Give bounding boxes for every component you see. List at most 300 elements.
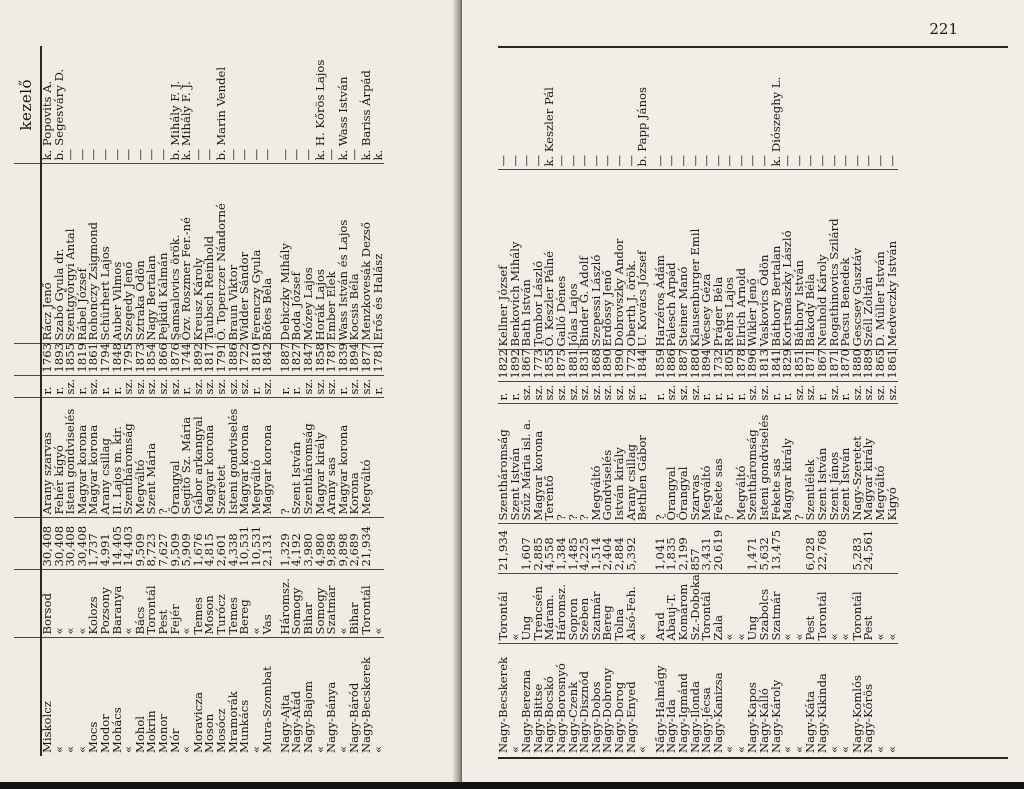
left-table-area xyxy=(14,46,444,756)
table-cell: Sz.-Doboka xyxy=(690,574,702,644)
table-cell: Kolozs xyxy=(88,570,100,638)
table-cell: 1858 xyxy=(315,344,327,376)
table-cell: Szeretet xyxy=(216,398,228,518)
table-cell: sz. xyxy=(678,382,690,404)
table-cell: 4,192 xyxy=(291,518,303,570)
table-cell: sz. xyxy=(690,382,702,404)
table-cell: « xyxy=(181,570,193,638)
table-cell: Nagy-Igmánd xyxy=(675,673,690,753)
table-cell: Megváltó xyxy=(875,404,887,524)
table-cell: « xyxy=(510,574,522,644)
table-cell: Pest xyxy=(158,570,170,638)
table-cell: Nagy-Báród xyxy=(347,682,362,753)
table-cell: r. xyxy=(181,376,193,398)
table-cell: — xyxy=(840,50,852,170)
table-cell: « xyxy=(884,745,899,753)
table-cell: 1791 xyxy=(216,344,228,376)
table-cell: Nagy-Kanizsa xyxy=(710,672,725,753)
table-cell: 2,404 xyxy=(602,524,614,574)
table-cell: « xyxy=(791,745,806,753)
table-cell: Bihar xyxy=(303,570,315,638)
table-cell: Isteni gondviselés xyxy=(759,404,771,524)
table-cell: r. xyxy=(817,382,829,404)
table-cell: Nagy-Kálló xyxy=(757,688,772,753)
table-cell: 1873 xyxy=(135,344,147,376)
table-cell: « xyxy=(121,745,136,753)
table-cell: 14,403 xyxy=(123,518,135,570)
table-cell: 1876 xyxy=(170,344,182,376)
table-cell: 1805 xyxy=(724,350,736,382)
table-cell: Szatmár xyxy=(326,570,338,638)
table-cell: Alsó-Feh. xyxy=(626,574,638,644)
table-cell: 1819 xyxy=(77,344,89,376)
table-cell: r. xyxy=(840,382,852,404)
table-cell xyxy=(724,524,736,574)
table-cell: Őrangyal xyxy=(170,398,182,518)
table-cell: Borsod xyxy=(41,570,54,638)
table-cell: Arany csillag xyxy=(100,398,112,518)
table-cell: Torontál xyxy=(498,574,510,644)
table-cell: « xyxy=(736,574,748,644)
table-cell: Megváltó xyxy=(251,398,263,518)
table-cell: Bereg xyxy=(239,570,251,638)
table-cell: Abauj-T. xyxy=(666,574,678,644)
table-cell: 4,338 xyxy=(228,518,240,570)
table-cell: Fejér xyxy=(170,570,182,638)
right-table xyxy=(498,50,898,756)
table-cell: Rohonczy Zsigmond xyxy=(88,164,100,344)
table-cell: sz. xyxy=(65,376,77,398)
table-cell: r. xyxy=(100,376,112,398)
table-cell: Isteni gondviselés xyxy=(228,398,240,518)
table-cell: Nagy-Disznód xyxy=(577,671,592,753)
table-cell: 1,485 xyxy=(568,524,580,574)
table-cell: Arad xyxy=(655,574,667,644)
table-cell: k. Diószeghy L. xyxy=(771,50,783,170)
table-cell: « xyxy=(637,574,649,644)
table-cell: k. xyxy=(373,46,385,164)
column-header xyxy=(14,398,41,518)
table-cell: — xyxy=(701,50,713,170)
table-cell: Magyar korona xyxy=(204,398,216,518)
table-cell: sz. xyxy=(568,382,580,404)
table-cell xyxy=(782,524,794,574)
table-cell: « xyxy=(251,570,263,638)
table-cell: Tombor László xyxy=(533,170,545,350)
table-cell: sz. xyxy=(591,382,603,404)
table-cell: Baranya xyxy=(112,570,124,638)
table-cell: 1763 xyxy=(41,344,54,376)
table-cell: sz. xyxy=(228,376,240,398)
table-cell: 4,815 xyxy=(204,518,216,570)
table-cell: Őrangyal xyxy=(666,404,678,524)
table-cell: 1859 xyxy=(655,350,667,382)
table-cell: b. Segesváry D. xyxy=(54,46,66,164)
table-cell: « xyxy=(840,574,852,644)
table-cell: Mór xyxy=(167,728,182,753)
table-cell: Modor xyxy=(97,714,112,753)
left-table xyxy=(14,46,384,756)
table-cell: 20,619 xyxy=(713,524,725,574)
table-cell: Galló Dénes xyxy=(556,170,568,350)
table-cell: 1866 xyxy=(158,344,170,376)
table-cell: « xyxy=(77,570,89,638)
table-cell: b. Papp János xyxy=(637,50,649,170)
table-cell: 8,723 xyxy=(146,518,158,570)
table-cell: 1881 xyxy=(568,350,580,382)
table-cell: 4,991 xyxy=(100,518,112,570)
table-cell: U. Kovács József xyxy=(637,170,649,350)
table-cell: 3,431 xyxy=(701,524,713,574)
table-cell: sz. xyxy=(875,382,887,404)
table-cell: Báthory Bertalan xyxy=(771,170,783,350)
table-cell: 1880 xyxy=(852,350,864,382)
table-cell: k. Bariss Árpád xyxy=(361,46,373,164)
table-cell: 1744 xyxy=(181,344,193,376)
table-cell: Nagy-Komlós xyxy=(849,675,864,753)
table-cell: 4,558 xyxy=(544,524,556,574)
table-cell: « xyxy=(887,574,899,644)
table-cell: sz. xyxy=(315,376,327,398)
table-cell: Szatmár xyxy=(591,574,603,644)
table-cell: 1870 xyxy=(840,350,852,382)
table-cell: 1890 xyxy=(602,350,614,382)
table-cell: Özv. Roszmer Fer.-né xyxy=(181,164,193,344)
right-page xyxy=(462,0,1024,789)
table-cell: « xyxy=(875,574,887,644)
table-cell: r. xyxy=(338,376,350,398)
table-cell xyxy=(887,524,899,574)
table-row xyxy=(887,50,899,756)
table-cell: Nagy-Berezna xyxy=(519,669,534,753)
table-cell: 9,509 xyxy=(135,518,147,570)
table-cell: 1773 xyxy=(533,350,545,382)
table-cell: — xyxy=(251,46,263,164)
table-cell: 6,028 xyxy=(805,524,817,574)
table-cell: sz. xyxy=(88,376,100,398)
table-cell: ? xyxy=(655,404,667,524)
table-cell: 21,934 xyxy=(498,524,510,574)
table-cell: 1855 xyxy=(544,350,556,382)
table-cell: Szentháromság xyxy=(498,404,510,524)
table-cell: — xyxy=(759,50,771,170)
table-cell: Fekete sas xyxy=(713,404,725,524)
table-cell: 1,514 xyxy=(591,524,603,574)
table-cell: r. xyxy=(498,382,510,404)
table-cell: r. xyxy=(77,376,89,398)
table-cell: Rogathinovics Szilárd xyxy=(829,170,841,350)
table-cell: Magyar korona xyxy=(338,398,350,518)
table-cell: 5,283 xyxy=(852,524,864,574)
table-cell: Erdőssy Jenő xyxy=(602,170,614,350)
table-cell: Medveczky István xyxy=(887,170,899,350)
table-cell: Rácz Jenő xyxy=(41,164,54,344)
table-cell: 2,199 xyxy=(678,524,690,574)
table-cell: 1894 xyxy=(349,344,361,376)
table-cell: — xyxy=(655,50,667,170)
table-cell: Megváltó xyxy=(701,404,713,524)
table-cell: 1,384 xyxy=(556,524,568,574)
table-row xyxy=(637,50,649,756)
table-cell: Elrich Arnold xyxy=(736,170,748,350)
table-cell: sz. xyxy=(805,382,817,404)
table-cell: Magyar korona xyxy=(239,398,251,518)
table-cell: Somogy xyxy=(315,570,327,638)
table-cell: r. xyxy=(291,376,303,398)
table-cell xyxy=(875,524,887,574)
left-page xyxy=(0,0,462,789)
table-cell: 1,471 xyxy=(747,524,759,574)
table-cell: — xyxy=(146,46,158,164)
table-cell: r. xyxy=(637,382,649,404)
table-cell: 3,980 xyxy=(303,518,315,570)
table-cell: 1893 xyxy=(54,344,66,376)
table-cell: Práger Béla xyxy=(713,170,725,350)
table-cell: — xyxy=(349,46,361,164)
table-cell: sz. xyxy=(747,382,759,404)
table-cell: 1,329 xyxy=(280,518,292,570)
table-cell: 1889 xyxy=(863,350,875,382)
table-cell: 30,408 xyxy=(41,518,54,570)
table-cell: ? xyxy=(568,404,580,524)
table-cell: k. Keszler Pál xyxy=(544,50,556,170)
table-cell: 2,689 xyxy=(349,518,361,570)
table-cell: sz. xyxy=(759,382,771,404)
table-cell: 1880 xyxy=(690,350,702,382)
table-cell: Fekete sas xyxy=(771,404,783,524)
table-cell: r. xyxy=(713,382,725,404)
table-cell: Somogy xyxy=(291,570,303,638)
table-cell: Nagy-Kőrös xyxy=(861,683,876,753)
table-cell: Nagy-Kikinda xyxy=(815,673,830,753)
table-cell: Szent Mária xyxy=(146,398,158,518)
bottom-rule xyxy=(498,757,1008,759)
table-cell: Kreusz Károly xyxy=(193,164,205,344)
table-cell: Magyar korona xyxy=(262,398,274,518)
table-cell: Munkács xyxy=(237,699,252,753)
table-cell: 9,898 xyxy=(338,518,350,570)
table-cell: « xyxy=(873,745,887,753)
table-cell: Trencsén xyxy=(533,574,545,644)
table-cell: Moson xyxy=(204,570,216,638)
table-cell: — xyxy=(88,46,100,164)
table-cell: 1847 xyxy=(303,344,315,376)
table-cell: 1841 xyxy=(771,350,783,382)
table-cell: Temes xyxy=(193,570,205,638)
table-cell: Megváltó xyxy=(135,398,147,518)
table-cell: 1794 xyxy=(100,344,112,376)
table-cell: Bihar xyxy=(349,570,361,638)
table-cell: Torontál xyxy=(817,574,829,644)
table-cell: 2,884 xyxy=(614,524,626,574)
table-cell: Isteni gondviselés xyxy=(65,398,77,518)
table-cell: Mocs xyxy=(86,721,101,753)
table-cell: ? xyxy=(280,398,292,518)
table-cell: Na̋gy-Halmágy xyxy=(652,665,667,753)
table-cell: 2,885 xyxy=(533,524,545,574)
table-cell: 1861 xyxy=(88,344,100,376)
table-cell: 1842 xyxy=(262,344,274,376)
table-cell: Pest xyxy=(863,574,875,644)
table-cell: Nagy-Czenk xyxy=(565,681,580,753)
table-cell: Ung xyxy=(747,574,759,644)
table-cell: 1892 xyxy=(193,344,205,376)
table-cell: Binder G. Adolf xyxy=(579,170,591,350)
table-cell: « xyxy=(312,745,327,753)
table-cell: « xyxy=(794,574,806,644)
table-cell: ? xyxy=(556,404,568,524)
table-cell: Nagy-Dorog xyxy=(611,681,626,753)
table-cell: sz. xyxy=(204,376,216,398)
column-header xyxy=(14,376,41,398)
table-cell: — xyxy=(591,50,603,170)
table-cell: sz. xyxy=(556,382,568,404)
table-cell: 1795 xyxy=(123,344,135,376)
table-cell: 1,835 xyxy=(666,524,678,574)
table-cell: 1851 xyxy=(794,350,806,382)
table-cell: 10,531 xyxy=(239,518,251,570)
table-cell: 1848 xyxy=(112,344,124,376)
right-table-area xyxy=(498,50,1008,756)
table-cell: sz. xyxy=(135,376,147,398)
table-cell: 1868 xyxy=(591,350,603,382)
table-cell: r. xyxy=(280,376,292,398)
table-cell: Bath István xyxy=(521,170,533,350)
table-cell: 1886 xyxy=(666,350,678,382)
table-cell: — xyxy=(805,50,817,170)
table-cell: « xyxy=(123,570,135,638)
column-header xyxy=(14,164,41,344)
table-cell: 10,531 xyxy=(251,518,263,570)
table-cell: Steiner Manó xyxy=(678,170,690,350)
table-cell: Szent István xyxy=(817,404,829,524)
table-cell: b. Mihály F. J. xyxy=(170,46,182,164)
table-cell: sz. xyxy=(602,382,614,404)
table-cell: ? xyxy=(579,404,591,524)
table-cell: — xyxy=(863,50,875,170)
table-cell: 1827 xyxy=(291,344,303,376)
table-cell: « xyxy=(65,570,77,638)
table-cell: — xyxy=(747,50,759,170)
table-cell: Nagy-Szeretet xyxy=(852,404,864,524)
table-cell: Nagy-Dobrony xyxy=(600,667,615,753)
table-cell: Harzéros Ádám xyxy=(655,170,667,350)
table-cell: Pejkidi Kálmán xyxy=(158,164,170,344)
table-cell: « xyxy=(335,745,350,753)
table-cell: r. xyxy=(736,382,748,404)
table-cell: — xyxy=(602,50,614,170)
table-cell: Tolna xyxy=(614,574,626,644)
table-row xyxy=(262,46,274,756)
table-cell: Moson xyxy=(202,713,217,753)
page-number: 221 xyxy=(929,20,958,38)
table-cell: sz. xyxy=(626,382,638,404)
table-cell: — xyxy=(678,50,690,170)
table-cell: r. xyxy=(724,382,736,404)
table-cell: 30,408 xyxy=(77,518,89,570)
table-cell: b. Marin Vendel xyxy=(216,46,228,164)
table-cell: Kocsis Béla xyxy=(349,164,361,344)
table-cell: ? xyxy=(794,404,806,524)
table-cell: 1871 xyxy=(805,350,817,382)
table-cell: Erős és Halász xyxy=(373,164,385,344)
table-cell: r. xyxy=(373,376,385,398)
table-cell: Nagy Bertalan xyxy=(146,164,158,344)
table-cell: sz. xyxy=(579,382,591,404)
table-cell: 24,561 xyxy=(863,524,875,574)
table-cell: Nagy-Káta xyxy=(803,690,818,753)
table-cell xyxy=(373,518,385,570)
table-cell: 1817 xyxy=(204,344,216,376)
table-cell: Pest xyxy=(805,574,817,644)
table-cell: Mózey Lajos xyxy=(303,164,315,344)
table-cell: Magyar király xyxy=(782,404,794,524)
table-cell: Zala xyxy=(713,574,725,644)
table-cell: Debiczky Mihály xyxy=(280,164,292,344)
table-cell: Magyar korona xyxy=(533,404,545,524)
table-cell: — xyxy=(724,50,736,170)
table-cell: Báthory István xyxy=(794,170,806,350)
table-cell: sz. xyxy=(863,382,875,404)
table-cell: — xyxy=(498,50,510,170)
table-cell: Bakody Béla xyxy=(805,170,817,350)
table-cell: k. H. Kőrös Lajos xyxy=(315,46,327,164)
table-cell: Bács xyxy=(135,570,147,638)
column-header-kezelo: kezelő xyxy=(14,46,41,164)
table-cell: sz. xyxy=(123,376,135,398)
table-cell: — xyxy=(326,46,338,164)
table-cell: Torontál xyxy=(146,570,158,638)
table-cell: — xyxy=(556,50,568,170)
table-cell: sz. xyxy=(544,382,556,404)
table-cell: Mosócz xyxy=(213,708,228,753)
table-cell: 1787 xyxy=(326,344,338,376)
table-cell: Pozsony xyxy=(100,570,112,638)
table-cell: Arany szarvas xyxy=(41,398,54,518)
table-cell: Gescsey Gusztáv xyxy=(852,170,864,350)
table-cell: ? xyxy=(158,398,170,518)
table-cell: Nagy-Becskerek xyxy=(359,656,374,753)
table-cell: 1861 xyxy=(887,350,899,382)
table-cell: — xyxy=(852,50,864,170)
table-cell: Menzkovesák Dezső xyxy=(361,164,373,344)
table-cell: Dobrovszky Andor xyxy=(614,170,626,350)
table-cell: 1822 xyxy=(498,350,510,382)
table-cell: Szatmár xyxy=(771,574,783,644)
table-cell: Ö. Keszler Pálné xyxy=(544,170,556,350)
table-cell: « xyxy=(724,574,736,644)
table-cell: 4,980 xyxy=(315,518,327,570)
table-cell: Nagy-Ida xyxy=(664,699,679,753)
table-cell: Szent István xyxy=(510,404,522,524)
column-header xyxy=(14,638,41,756)
table-cell: Torontál xyxy=(361,570,373,638)
table-cell: Miskolcz xyxy=(40,701,54,753)
table-cell: 1896 xyxy=(747,350,759,382)
table-cell: Nagy-Dobos xyxy=(588,681,603,753)
table-cell: II. Lajos m. kir. xyxy=(112,398,124,518)
table-cell: Mura-Szombat xyxy=(260,666,275,753)
table-cell: — xyxy=(262,46,274,164)
table-cell: — xyxy=(280,46,292,164)
table-cell: Nagy-Enyed xyxy=(623,681,638,753)
table-cell: Arany csillag xyxy=(626,404,638,524)
table-cell: sz. xyxy=(193,376,205,398)
table-cell: « xyxy=(722,745,737,753)
table-cell: 1829 xyxy=(782,350,794,382)
table-cell: 1810 xyxy=(251,344,263,376)
table-cell: Szabó Gyula dr. xyxy=(54,164,66,344)
